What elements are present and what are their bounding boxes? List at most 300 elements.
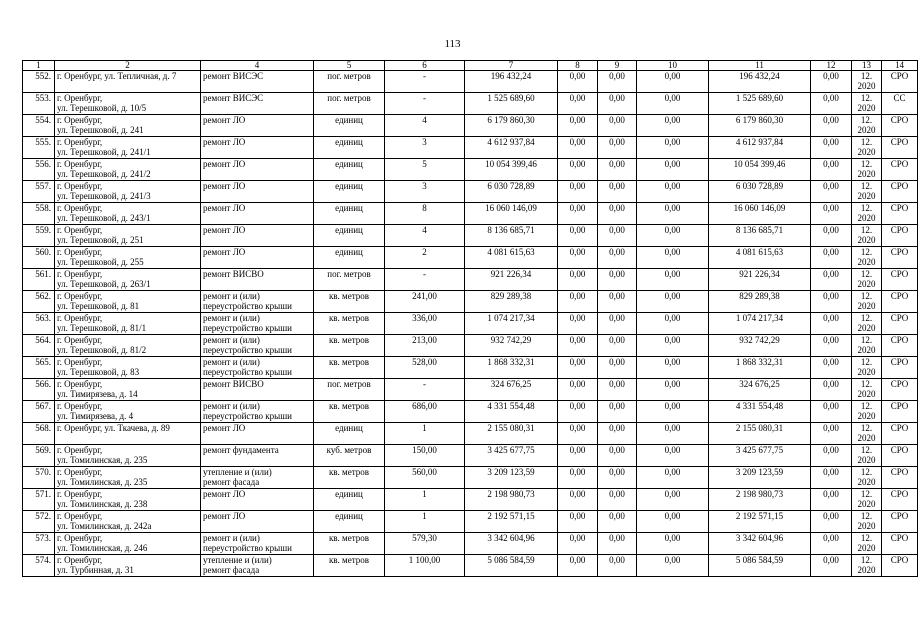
work-type-cell-line: ремонт ЛО (203, 159, 246, 169)
row-number: 564. (23, 335, 55, 357)
cost-col-8-cell: 0,00 (558, 379, 598, 401)
unit-cell: единиц (314, 181, 385, 203)
work-type-cell (201, 335, 314, 357)
total-cost-cell: 829 289,38 (465, 291, 558, 313)
work-type-cell (201, 423, 314, 445)
address-cell-line: г. Оренбург, (57, 511, 103, 521)
row-number: 559. (23, 225, 55, 247)
total-cost-cell: 2 198 980,73 (465, 489, 558, 511)
method-cell: СРО (882, 555, 918, 577)
cost-col-11-cell: 6 179 860,30 (709, 115, 811, 137)
column-header: 2 (55, 61, 201, 71)
cost-col-9-cell: 0,00 (598, 291, 637, 313)
work-type-cell-line: ремонт и (или) (203, 357, 260, 367)
completion-date-cell-line: 2020 (857, 543, 876, 553)
unit-cell: единиц (314, 247, 385, 269)
cost-col-9-cell: 0,00 (598, 313, 637, 335)
address-cell-line: ул. Терешковой, д. 241/1 (57, 147, 151, 157)
completion-date-cell (852, 533, 882, 555)
cost-col-12-cell: 0,00 (811, 225, 852, 247)
table-row (23, 225, 918, 247)
unit-cell: кв. метров (314, 313, 385, 335)
method-cell: СРО (882, 181, 918, 203)
unit-cell: кв. метров (314, 401, 385, 423)
completion-date-cell-line: 12. (860, 379, 873, 389)
cost-col-9-cell: 0,00 (598, 247, 637, 269)
table-row (23, 159, 918, 181)
cost-col-11-cell: 829 289,38 (709, 291, 811, 313)
cost-col-12-cell: 0,00 (811, 489, 852, 511)
total-cost-cell: 324 676,25 (465, 379, 558, 401)
completion-date-cell-line: 12. (860, 71, 873, 81)
column-header: 7 (465, 61, 558, 71)
cost-col-11-cell: 6 030 728,89 (709, 181, 811, 203)
address-cell (55, 71, 201, 93)
method-cell: СРО (882, 401, 918, 423)
row-number: 558. (23, 203, 55, 225)
address-cell-line: ул. Тимирязева, д. 4 (57, 411, 134, 421)
address-cell-line: ул. Терешковой, д. 255 (57, 257, 144, 267)
completion-date-cell (852, 247, 882, 269)
cost-col-11-cell: 324 676,25 (709, 379, 811, 401)
cost-col-10-cell: 0,00 (637, 247, 709, 269)
total-cost-cell: 5 086 584,59 (465, 555, 558, 577)
completion-date-cell-line: 12. (860, 489, 873, 499)
work-type-cell (201, 533, 314, 555)
work-type-cell-line: переустройство крыши (203, 301, 292, 311)
method-cell: СРО (882, 423, 918, 445)
completion-date-cell-line: 2020 (857, 455, 876, 465)
cost-col-10-cell: 0,00 (637, 401, 709, 423)
address-cell (55, 357, 201, 379)
work-type-cell (201, 511, 314, 533)
total-cost-cell: 8 136 685,71 (465, 225, 558, 247)
table-row (23, 335, 918, 357)
work-type-cell (201, 203, 314, 225)
cost-col-10-cell: 0,00 (637, 357, 709, 379)
address-cell (55, 269, 201, 291)
cost-col-11-cell: 1 525 689,60 (709, 93, 811, 115)
quantity-cell: 1 (385, 489, 465, 511)
table-row (23, 357, 918, 379)
work-type-cell (201, 555, 314, 577)
completion-date-cell-line: 12. (860, 467, 873, 477)
completion-date-cell (852, 137, 882, 159)
table-row (23, 511, 918, 533)
completion-date-cell-line: 12. (860, 93, 873, 103)
work-type-cell-line: ремонт и (или) (203, 401, 260, 411)
method-cell: СРО (882, 445, 918, 467)
work-type-cell-line: ремонт ВИСЭС (203, 71, 264, 81)
address-cell-line: г. Оренбург, (57, 115, 103, 125)
work-type-cell-line: ремонт ЛО (203, 423, 246, 433)
address-cell (55, 489, 201, 511)
completion-date-cell-line: 12. (860, 269, 873, 279)
completion-date-cell-line: 12. (860, 401, 873, 411)
completion-date-cell (852, 489, 882, 511)
completion-date-cell-line: 2020 (857, 521, 876, 531)
cost-col-10-cell: 0,00 (637, 335, 709, 357)
cost-col-9-cell: 0,00 (598, 489, 637, 511)
cost-col-12-cell: 0,00 (811, 313, 852, 335)
cost-col-12-cell: 0,00 (811, 203, 852, 225)
address-cell-line: ул. Терешковой, д. 83 (57, 367, 140, 377)
cost-col-8-cell: 0,00 (558, 313, 598, 335)
address-cell-line: г. Оренбург, (57, 269, 103, 279)
cost-col-11-cell: 4 612 937,84 (709, 137, 811, 159)
table-row (23, 555, 918, 577)
completion-date-cell-line: 2020 (857, 169, 876, 179)
work-type-cell-line: ремонт ВИСЭС (203, 93, 264, 103)
address-cell (55, 115, 201, 137)
row-number: 553. (23, 93, 55, 115)
row-number: 563. (23, 313, 55, 335)
completion-date-cell (852, 401, 882, 423)
address-cell (55, 291, 201, 313)
work-type-cell (201, 93, 314, 115)
address-cell-line: г. Оренбург, (57, 247, 103, 257)
cost-col-9-cell: 0,00 (598, 93, 637, 115)
completion-date-cell-line: 12. (860, 555, 873, 565)
cost-col-8-cell: 0,00 (558, 401, 598, 423)
method-cell: СРО (882, 533, 918, 555)
row-number: 552. (23, 71, 55, 93)
cost-col-11-cell: 3 425 677,75 (709, 445, 811, 467)
cost-col-8-cell: 0,00 (558, 291, 598, 313)
cost-col-10-cell: 0,00 (637, 137, 709, 159)
cost-col-8-cell: 0,00 (558, 225, 598, 247)
address-cell-line: г. Оренбург, (57, 159, 103, 169)
address-cell-line: ул. Томилинская, д. 246 (57, 543, 148, 553)
address-cell-line: ул. Томилинская, д. 242а (57, 521, 152, 531)
completion-date-cell-line: 12. (860, 203, 873, 213)
completion-date-cell (852, 313, 882, 335)
method-cell: СРО (882, 269, 918, 291)
quantity-cell: 528,00 (385, 357, 465, 379)
method-cell: СРО (882, 335, 918, 357)
completion-date-cell (852, 291, 882, 313)
work-type-cell (201, 467, 314, 489)
completion-date-cell (852, 269, 882, 291)
unit-cell: единиц (314, 423, 385, 445)
address-cell-line: ул. Терешковой, д. 81/1 (57, 323, 147, 333)
completion-date-cell-line: 12. (860, 137, 873, 147)
cost-col-8-cell: 0,00 (558, 533, 598, 555)
work-type-cell (201, 115, 314, 137)
address-cell-line: г. Оренбург, (57, 357, 103, 367)
work-type-cell (201, 291, 314, 313)
completion-date-cell-line: 2020 (857, 257, 876, 267)
row-number: 572. (23, 511, 55, 533)
cost-col-8-cell: 0,00 (558, 489, 598, 511)
address-cell-line: г. Оренбург, (57, 225, 103, 235)
method-cell: СРО (882, 225, 918, 247)
address-cell-line: г. Оренбург, ул. Тепличная, д. 7 (57, 71, 177, 81)
table-row (23, 269, 918, 291)
completion-date-cell-line: 2020 (857, 103, 876, 113)
cost-col-9-cell: 0,00 (598, 115, 637, 137)
address-cell-line: ул. Терешковой, д. 10/5 (57, 103, 147, 113)
row-number: 556. (23, 159, 55, 181)
row-number: 565. (23, 357, 55, 379)
cost-col-10-cell: 0,00 (637, 203, 709, 225)
cost-col-10-cell: 0,00 (637, 93, 709, 115)
unit-cell: куб. метров (314, 445, 385, 467)
method-cell: СРО (882, 357, 918, 379)
work-type-cell-line: ремонт фасада (203, 477, 260, 487)
completion-date-cell-line: 2020 (857, 323, 876, 333)
work-type-cell (201, 313, 314, 335)
quantity-cell: 686,00 (385, 401, 465, 423)
column-header: 13 (852, 61, 882, 71)
work-type-cell-line: ремонт и (или) (203, 335, 260, 345)
repair-plan-table (22, 60, 918, 577)
cost-col-8-cell: 0,00 (558, 269, 598, 291)
quantity-cell: 4 (385, 225, 465, 247)
row-number: 573. (23, 533, 55, 555)
table-row (23, 489, 918, 511)
cost-col-11-cell: 1 868 332,31 (709, 357, 811, 379)
cost-col-9-cell: 0,00 (598, 71, 637, 93)
table-row (23, 247, 918, 269)
unit-cell: единиц (314, 225, 385, 247)
method-cell: СРО (882, 489, 918, 511)
method-cell: СРО (882, 511, 918, 533)
cost-col-9-cell: 0,00 (598, 269, 637, 291)
completion-date-cell-line: 12. (860, 115, 873, 125)
address-cell-line: ул. Терешковой, д. 81 (57, 301, 140, 311)
completion-date-cell (852, 357, 882, 379)
cost-col-9-cell: 0,00 (598, 225, 637, 247)
quantity-cell: 2 (385, 247, 465, 269)
address-cell-line: г. Оренбург, (57, 445, 103, 455)
cost-col-9-cell: 0,00 (598, 401, 637, 423)
total-cost-cell: 6 030 728,89 (465, 181, 558, 203)
completion-date-cell-line: 12. (860, 357, 873, 367)
address-cell (55, 445, 201, 467)
cost-col-8-cell: 0,00 (558, 423, 598, 445)
table-row (23, 71, 918, 93)
cost-col-10-cell: 0,00 (637, 489, 709, 511)
row-number: 570. (23, 467, 55, 489)
address-cell-line: г. Оренбург, (57, 467, 103, 477)
quantity-cell: 1 (385, 511, 465, 533)
cost-col-8-cell: 0,00 (558, 71, 598, 93)
cost-col-8-cell: 0,00 (558, 357, 598, 379)
cost-col-12-cell: 0,00 (811, 379, 852, 401)
cost-col-8-cell: 0,00 (558, 511, 598, 533)
total-cost-cell: 4 331 554,48 (465, 401, 558, 423)
method-cell: СРО (882, 467, 918, 489)
cost-col-12-cell: 0,00 (811, 467, 852, 489)
completion-date-cell-line: 12. (860, 423, 873, 433)
completion-date-cell (852, 159, 882, 181)
table-row (23, 423, 918, 445)
row-number: 562. (23, 291, 55, 313)
total-cost-cell: 6 179 860,30 (465, 115, 558, 137)
unit-cell: пог. метров (314, 93, 385, 115)
work-type-cell (201, 357, 314, 379)
table-header (23, 61, 918, 71)
cost-col-12-cell: 0,00 (811, 71, 852, 93)
completion-date-cell-line: 12. (860, 181, 873, 191)
total-cost-cell: 3 425 677,75 (465, 445, 558, 467)
cost-col-11-cell: 2 192 571,15 (709, 511, 811, 533)
address-cell (55, 181, 201, 203)
completion-date-cell-line: 2020 (857, 389, 876, 399)
address-cell-line: ул. Турбинная, д. 31 (57, 565, 134, 575)
total-cost-cell: 10 054 399,46 (465, 159, 558, 181)
address-cell-line: ул. Терешковой, д. 243/1 (57, 213, 151, 223)
work-type-cell-line: ремонт ВИСВО (203, 379, 264, 389)
unit-cell: единиц (314, 159, 385, 181)
unit-cell: кв. метров (314, 357, 385, 379)
work-type-cell-line: ремонт и (или) (203, 533, 260, 543)
completion-date-cell-line: 2020 (857, 565, 876, 575)
page-number: 113 (444, 38, 461, 50)
quantity-cell: 336,00 (385, 313, 465, 335)
cost-col-11-cell: 4 331 554,48 (709, 401, 811, 423)
work-type-cell-line: ремонт ЛО (203, 225, 246, 235)
work-type-cell-line: переустройство крыши (203, 323, 292, 333)
address-cell (55, 555, 201, 577)
cost-col-12-cell: 0,00 (811, 511, 852, 533)
cost-col-12-cell: 0,00 (811, 533, 852, 555)
address-cell (55, 533, 201, 555)
work-type-cell (201, 269, 314, 291)
row-number: 569. (23, 445, 55, 467)
column-header: 1 (23, 61, 55, 71)
cost-col-10-cell: 0,00 (637, 379, 709, 401)
cost-col-10-cell: 0,00 (637, 181, 709, 203)
quantity-cell: - (385, 93, 465, 115)
work-type-cell-line: переустройство крыши (203, 411, 292, 421)
unit-cell: кв. метров (314, 291, 385, 313)
completion-date-cell (852, 511, 882, 533)
cost-col-12-cell: 0,00 (811, 247, 852, 269)
cost-col-11-cell: 196 432,24 (709, 71, 811, 93)
unit-cell: кв. метров (314, 555, 385, 577)
address-cell (55, 467, 201, 489)
total-cost-cell: 1 868 332,31 (465, 357, 558, 379)
cost-col-10-cell: 0,00 (637, 71, 709, 93)
completion-date-cell-line: 12. (860, 159, 873, 169)
cost-col-10-cell: 0,00 (637, 115, 709, 137)
completion-date-cell-line: 12. (860, 247, 873, 257)
address-cell-line: г. Оренбург, (57, 489, 103, 499)
address-cell-line: ул. Терешковой, д. 241/3 (57, 191, 151, 201)
cost-col-9-cell: 0,00 (598, 181, 637, 203)
quantity-cell: 213,00 (385, 335, 465, 357)
cost-col-8-cell: 0,00 (558, 159, 598, 181)
cost-col-8-cell: 0,00 (558, 181, 598, 203)
row-number: 574. (23, 555, 55, 577)
table-row (23, 291, 918, 313)
work-type-cell-line: ремонт ЛО (203, 115, 246, 125)
address-cell-line: г. Оренбург, ул. Ткачева, д. 89 (57, 423, 170, 433)
work-type-cell (201, 181, 314, 203)
quantity-cell: 150,00 (385, 445, 465, 467)
completion-date-cell (852, 467, 882, 489)
cost-col-12-cell: 0,00 (811, 291, 852, 313)
column-header: 4 (201, 61, 314, 71)
work-type-cell (201, 225, 314, 247)
method-cell: СРО (882, 247, 918, 269)
work-type-cell (201, 137, 314, 159)
completion-date-cell-line: 2020 (857, 191, 876, 201)
address-cell-line: г. Оренбург, (57, 379, 103, 389)
cost-col-9-cell: 0,00 (598, 137, 637, 159)
row-number: 557. (23, 181, 55, 203)
cost-col-12-cell: 0,00 (811, 159, 852, 181)
address-cell (55, 423, 201, 445)
method-cell: СРО (882, 71, 918, 93)
cost-col-9-cell: 0,00 (598, 555, 637, 577)
address-cell-line: г. Оренбург, (57, 203, 103, 213)
table-row (23, 401, 918, 423)
address-cell-line: ул. Терешковой, д. 263/1 (57, 279, 151, 289)
cost-col-10-cell: 0,00 (637, 533, 709, 555)
cost-col-12-cell: 0,00 (811, 93, 852, 115)
column-header: 6 (385, 61, 465, 71)
completion-date-cell (852, 181, 882, 203)
unit-cell: единиц (314, 115, 385, 137)
work-type-cell-line: ремонт и (или) (203, 313, 260, 323)
cost-col-8-cell: 0,00 (558, 115, 598, 137)
address-cell (55, 313, 201, 335)
cost-col-8-cell: 0,00 (558, 445, 598, 467)
total-cost-cell: 4 612 937,84 (465, 137, 558, 159)
address-cell (55, 511, 201, 533)
address-cell-line: г. Оренбург, (57, 137, 103, 147)
work-type-cell-line: ремонт ЛО (203, 247, 246, 257)
completion-date-cell-line: 12. (860, 291, 873, 301)
cost-col-8-cell: 0,00 (558, 335, 598, 357)
address-cell (55, 335, 201, 357)
work-type-cell-line: ремонт ЛО (203, 137, 246, 147)
cost-col-9-cell: 0,00 (598, 203, 637, 225)
cost-col-12-cell: 0,00 (811, 445, 852, 467)
address-cell-line: г. Оренбург, (57, 555, 103, 565)
work-type-cell-line: утепление и (или) (203, 467, 272, 477)
work-type-cell-line: ремонт ЛО (203, 181, 246, 191)
quantity-cell: - (385, 379, 465, 401)
table-body (23, 71, 918, 577)
total-cost-cell: 921 226,34 (465, 269, 558, 291)
unit-cell: пог. метров (314, 379, 385, 401)
cost-col-10-cell: 0,00 (637, 467, 709, 489)
completion-date-cell (852, 225, 882, 247)
work-type-cell-line: ремонт ЛО (203, 489, 246, 499)
method-cell: СС (882, 93, 918, 115)
cost-col-11-cell: 8 136 685,71 (709, 225, 811, 247)
completion-date-cell-line: 2020 (857, 411, 876, 421)
cost-col-10-cell: 0,00 (637, 159, 709, 181)
quantity-cell: - (385, 269, 465, 291)
cost-col-9-cell: 0,00 (598, 159, 637, 181)
cost-col-8-cell: 0,00 (558, 93, 598, 115)
cost-col-11-cell: 932 742,29 (709, 335, 811, 357)
row-number: 554. (23, 115, 55, 137)
unit-cell: единиц (314, 511, 385, 533)
row-number: 566. (23, 379, 55, 401)
cost-col-9-cell: 0,00 (598, 335, 637, 357)
work-type-cell-line: ремонт ЛО (203, 203, 246, 213)
address-cell (55, 225, 201, 247)
address-cell-line: ул. Томилинская, д. 235 (57, 455, 148, 465)
unit-cell: единиц (314, 489, 385, 511)
cost-col-12-cell: 0,00 (811, 423, 852, 445)
